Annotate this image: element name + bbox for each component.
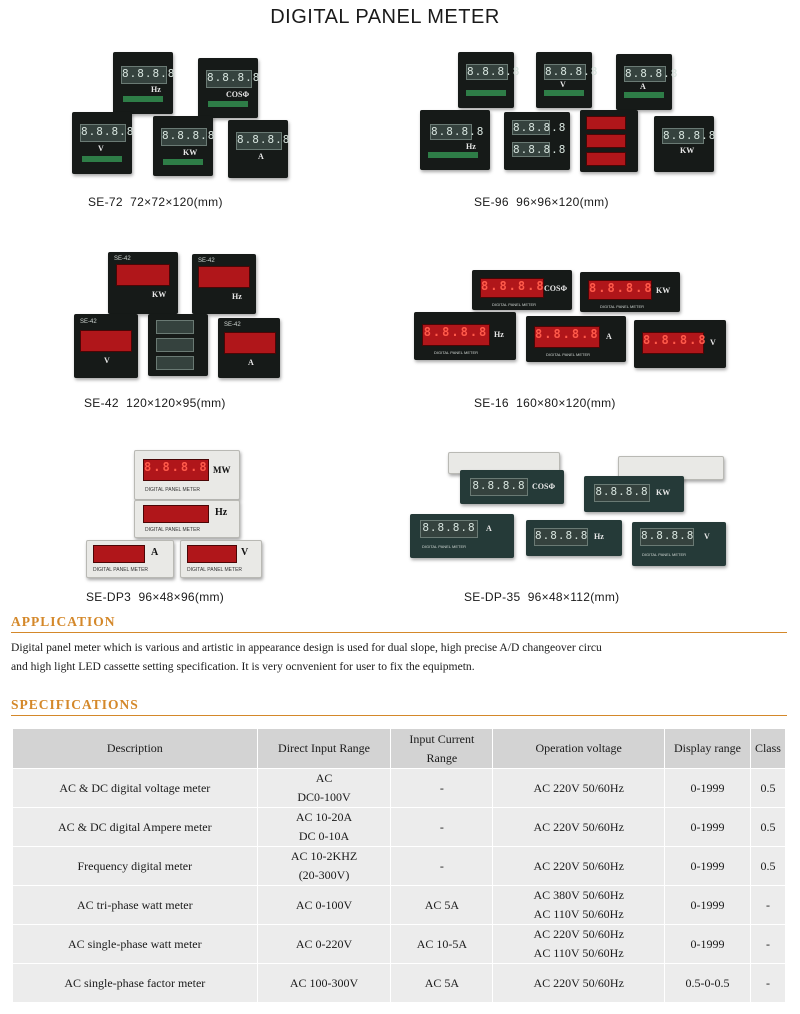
cell-description: AC & DC digital voltage meter [13, 769, 258, 808]
cell-class: - [750, 964, 785, 1003]
meter-va [504, 112, 570, 170]
cell-display-range: 0-1999 [665, 847, 751, 886]
indicator-strip [123, 96, 163, 102]
header-input-current: Input Current Range [391, 729, 493, 769]
indicator-strip [466, 90, 506, 96]
specifications-table [12, 728, 786, 1003]
lcd-display: 8.8.8.8 [236, 132, 282, 150]
lcd-display [156, 320, 194, 334]
application-heading: APPLICATION [11, 614, 116, 629]
plate-text: DIGITAL PANEL METER [187, 567, 243, 573]
meter-hz [113, 52, 176, 114]
meter-v [536, 52, 599, 108]
plate-text: DIGITAL PANEL METER [492, 302, 537, 307]
cell-direct-input: AC 10-2KHZ (20-300V) [257, 847, 391, 886]
unit-label: MW [213, 465, 231, 475]
led-display [93, 545, 145, 563]
meter-a [228, 120, 291, 178]
meter-v [180, 540, 262, 578]
meter-v [632, 522, 726, 566]
indicator-strip [544, 90, 584, 96]
table-row [13, 886, 786, 925]
model-tag: SE-42 [224, 322, 241, 328]
unit-label: Hz [494, 330, 504, 339]
cell-description: AC single-phase factor meter [13, 964, 258, 1003]
unit-label: KW [183, 148, 198, 157]
cell-display-range: 0-1999 [665, 925, 751, 964]
product-photo-se-dp-35 [408, 452, 728, 576]
product-caption-se-42: SE-42 120×120×95(mm) [84, 396, 226, 410]
meter-kw [654, 116, 717, 172]
plate-text: DIGITAL PANEL METER [145, 527, 201, 533]
unit-label: Hz [594, 532, 604, 541]
cell-operation-voltage: AC 220V 50/60Hz [493, 808, 665, 847]
lcd-display: 8.8.8.8 [431, 125, 485, 138]
lcd-display: 8.8.8.8 [513, 121, 567, 134]
meter-cos [198, 58, 261, 118]
lcd-display: 8.8.8.8 [534, 528, 588, 546]
cell-input-current: - [391, 769, 493, 808]
unit-label: COSΦ [226, 90, 250, 99]
cell-description: AC single-phase watt meter [13, 925, 258, 964]
lcd-display: 8.8.8.8 [640, 528, 694, 546]
cell-class: 0.5 [750, 847, 785, 886]
unit-label: Hz [232, 292, 242, 301]
meter-v [634, 320, 726, 368]
indicator-strip [163, 159, 203, 165]
lcd-display [156, 338, 194, 352]
led-display: 8.8.8.8 [422, 324, 490, 346]
unit-label: COSΦ [544, 284, 568, 293]
unit-label: A [640, 82, 646, 91]
header-display-range: Display range [665, 729, 751, 769]
meter-cos [472, 270, 572, 310]
led-display: 8.8.8.8 [642, 332, 704, 354]
table-row [13, 769, 786, 808]
led-display [116, 264, 170, 286]
cell-operation-voltage: AC 220V 50/60Hz [493, 769, 665, 808]
product-photo-se-16 [412, 270, 726, 370]
cell-input-current: AC 5A [391, 964, 493, 1003]
cell-input-current: - [391, 847, 493, 886]
cell-direct-input: AC DC0-100V [257, 769, 391, 808]
lcd-display [156, 356, 194, 370]
cell-input-current: AC 5A [391, 886, 493, 925]
cell-class: 0.5 [750, 808, 785, 847]
unit-label: A [606, 332, 612, 341]
product-caption-se-dp-35: SE-DP-35 96×48×112(mm) [464, 590, 620, 604]
meter-v [74, 314, 138, 378]
plate-text: DIGITAL PANEL METER [642, 552, 687, 557]
led-display [586, 134, 626, 148]
application-rule [11, 632, 787, 633]
meter-a [86, 540, 174, 578]
header-class: Class [750, 729, 785, 769]
indicator-strip [428, 152, 478, 158]
led-display: 8.8.8.8 [480, 278, 544, 298]
application-line-1: Digital panel meter which is various and artistic in appearance design is used for dual slope, high precise A/D changeover circu [11, 641, 602, 654]
meter-a [616, 54, 679, 110]
unit-label: A [151, 547, 159, 558]
product-photo-se-72 [68, 52, 291, 180]
meter-three-line [580, 110, 638, 172]
cell-input-current: AC 10-5A [391, 925, 493, 964]
meter-kw [580, 272, 680, 312]
plate-text: DIGITAL PANEL METER [434, 350, 479, 355]
cell-class: - [750, 886, 785, 925]
unit-label: Hz [151, 85, 161, 94]
model-tag: SE-42 [114, 256, 131, 262]
indicator-strip [82, 156, 122, 162]
meter-hz [192, 254, 256, 314]
led-display [586, 116, 626, 130]
cell-display-range: 0-1999 [665, 808, 751, 847]
meter-kw [153, 116, 216, 176]
lcd-display: 8.8.8.8 [80, 124, 126, 142]
lcd-display: 8.8.8.8 [663, 129, 717, 142]
header-description: Description [13, 729, 258, 769]
cell-description: AC & DC digital Ampere meter [13, 808, 258, 847]
cell-description: AC tri-phase watt meter [13, 886, 258, 925]
unit-label: V [710, 338, 716, 347]
unit-label: KW [680, 146, 695, 155]
lcd-display: 8.8.8.8 [513, 143, 567, 156]
meter-hz [414, 312, 516, 360]
product-caption-se-96: SE-96 96×96×120(mm) [474, 195, 609, 209]
unit-label: A [258, 152, 264, 161]
plate-text: DIGITAL PANEL METER [600, 304, 645, 309]
cell-operation-voltage: AC 380V 50/60Hz AC 110V 50/60Hz [493, 886, 665, 925]
indicator-strip [208, 101, 248, 107]
meter-mw [134, 450, 240, 500]
specifications-rule [11, 715, 787, 716]
cell-direct-input: AC 0-100V [257, 886, 391, 925]
plate-text: DIGITAL PANEL METER [546, 352, 591, 357]
led-display [198, 266, 250, 288]
meter-kw [108, 252, 178, 314]
meter-hz [134, 500, 240, 538]
unit-label: V [104, 356, 110, 365]
table-row [13, 925, 786, 964]
meter-hz [526, 520, 622, 556]
unit-label: V [704, 532, 710, 541]
unit-label: V [560, 80, 566, 89]
unit-label: Hz [466, 142, 476, 151]
led-display: 8.8.8.8 [588, 280, 652, 300]
meter-a [218, 318, 280, 378]
unit-label: KW [656, 286, 671, 295]
plate-text: DIGITAL PANEL METER [93, 567, 149, 573]
unit-label: Hz [215, 507, 228, 518]
cell-operation-voltage: AC 220V 50/60Hz [493, 964, 665, 1003]
header-direct-input: Direct Input Range [257, 729, 391, 769]
table-row [13, 964, 786, 1003]
led-display: 8.8.8.8 [143, 459, 209, 481]
header-operation-voltage: Operation voltage [493, 729, 665, 769]
led-display: 8.8.8.8 [534, 326, 600, 348]
cell-class: 0.5 [750, 769, 785, 808]
cell-operation-voltage: AC 220V 50/60Hz [493, 847, 665, 886]
plate-text: DIGITAL PANEL METER [145, 487, 201, 493]
led-display [80, 330, 132, 352]
cell-class: - [750, 925, 785, 964]
lcd-display: 8.8.8.8 [467, 65, 521, 78]
model-tag: SE-42 [198, 258, 215, 264]
lcd-display: 8.8.8.8 [121, 66, 167, 84]
product-photo-se-dp3 [86, 450, 262, 578]
lcd-display: 8.8.8.8 [420, 520, 478, 538]
meter-v [72, 112, 135, 174]
cell-input-current: - [391, 808, 493, 847]
meter-cos [458, 52, 521, 108]
product-caption-se-dp3: SE-DP3 96×48×96(mm) [86, 590, 225, 604]
cell-direct-input: AC 0-220V [257, 925, 391, 964]
unit-label: A [486, 524, 492, 533]
indicator-strip [624, 92, 664, 98]
plate-text: DIGITAL PANEL METER [422, 544, 467, 549]
table-row [13, 847, 786, 886]
cell-display-range: 0.5-0-0.5 [665, 964, 751, 1003]
unit-label: V [241, 547, 249, 558]
product-caption-se-16: SE-16 160×80×120(mm) [474, 396, 616, 410]
page-title: DIGITAL PANEL METER [270, 6, 500, 28]
meter-kw [584, 476, 684, 512]
unit-label: COSΦ [532, 482, 556, 491]
meter-three-line [148, 314, 208, 376]
meter-a [410, 514, 514, 558]
lcd-display: 8.8.8.8 [545, 65, 599, 78]
meter-a [526, 316, 626, 362]
led-display [143, 505, 209, 523]
cell-direct-input: AC 10-20A DC 0-10A [257, 808, 391, 847]
lcd-display: 8.8.8.8 [594, 484, 650, 502]
lcd-display: 8.8.8.8 [161, 128, 207, 146]
specifications-heading: SPECIFICATIONS [11, 697, 139, 712]
cell-description: Frequency digital meter [13, 847, 258, 886]
cell-display-range: 0-1999 [665, 769, 751, 808]
table-header-row [13, 729, 786, 769]
product-photo-se-42 [70, 252, 286, 380]
led-display [224, 332, 276, 354]
application-line-2: and high light LED cassette setting specification. It is very ocnvenient for user to fix the equipmetn. [11, 660, 475, 673]
meter-hz [420, 110, 490, 170]
lcd-display: 8.8.8.8 [625, 67, 679, 80]
product-caption-se-72: SE-72 72×72×120(mm) [88, 195, 223, 209]
led-display [187, 545, 237, 563]
table-row [13, 808, 786, 847]
unit-label: KW [656, 488, 671, 497]
meter-cos [460, 470, 564, 504]
cell-display-range: 0-1999 [665, 886, 751, 925]
product-photo-se-96 [418, 52, 718, 180]
unit-label: KW [152, 290, 167, 299]
unit-label: A [248, 358, 254, 367]
application-text [11, 638, 789, 676]
lcd-display: 8.8.8.8 [206, 70, 252, 88]
cell-operation-voltage: AC 220V 50/60Hz AC 110V 50/60Hz [493, 925, 665, 964]
lcd-display: 8.8.8.8 [470, 478, 528, 496]
unit-label: V [98, 144, 104, 153]
cell-direct-input: AC 100-300V [257, 964, 391, 1003]
led-display [586, 152, 626, 166]
model-tag: SE-42 [80, 319, 97, 325]
